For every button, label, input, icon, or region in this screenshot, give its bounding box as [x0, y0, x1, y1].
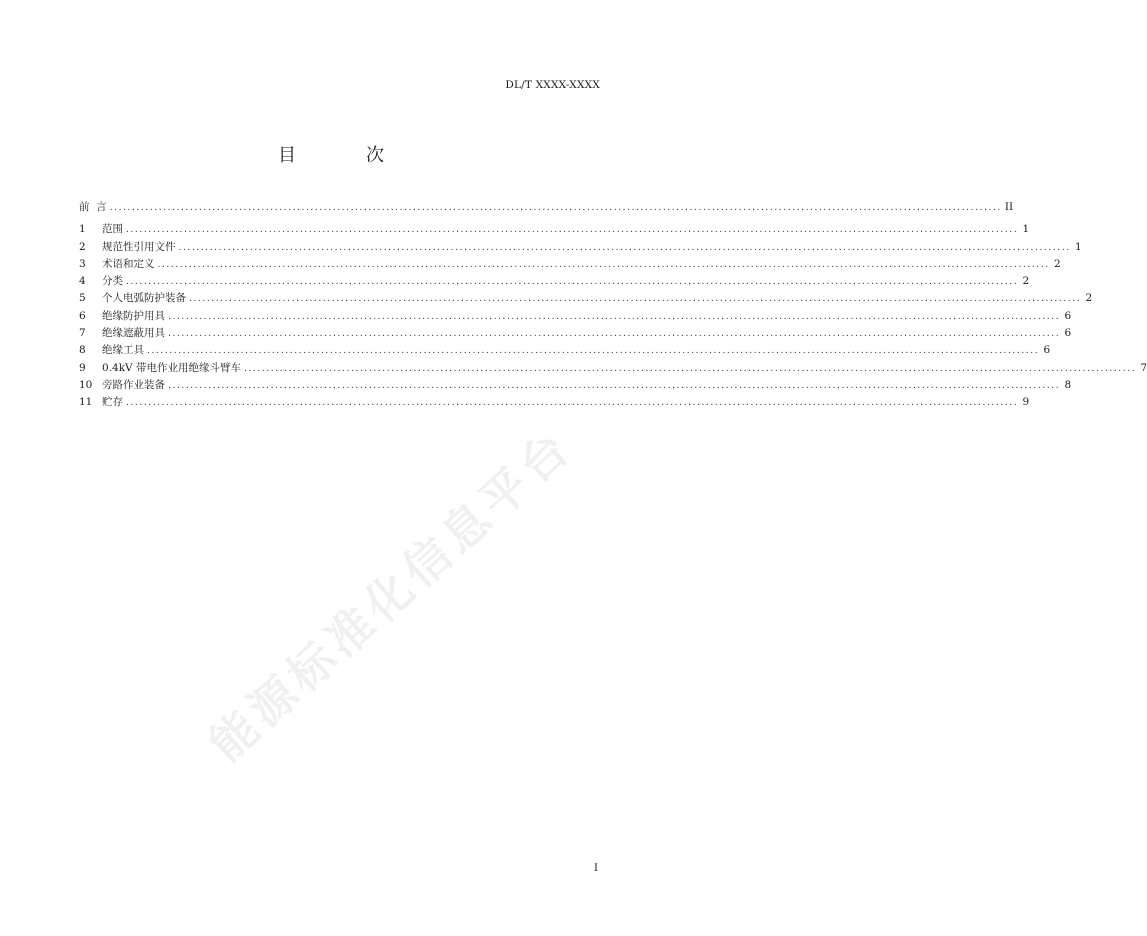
- toc-leader-dots: ........................................................................................................................................................................................................: [178, 242, 1071, 253]
- toc-leader-dots: ........................................................................................................................................................................................................: [126, 277, 1019, 288]
- toc-entry-page: 8: [1064, 378, 1072, 391]
- toc-entry-label: 0.4kV 带电作业用绝缘斗臂车: [102, 361, 241, 374]
- toc-entry-page: 2: [1022, 275, 1030, 288]
- toc-entry-page: 6: [1043, 344, 1051, 357]
- title-char-2: 次: [366, 145, 384, 166]
- toc-entry-number: 11: [79, 396, 93, 409]
- toc-entry-number: 7: [79, 327, 86, 340]
- toc-entry-label: 贮存: [102, 396, 123, 409]
- toc-leader-dots: ........................................................................................................................................................................................................: [109, 203, 1002, 213]
- toc-entry-number: 5: [79, 292, 86, 305]
- toc-entry[interactable]: [79, 394, 1030, 411]
- toc-entry[interactable]: [79, 308, 1072, 325]
- toc-entry[interactable]: [79, 360, 1147, 377]
- document-code: DL/T XXXX-XXXX: [505, 79, 600, 91]
- toc-entry-label: 规范性引用文件: [102, 240, 176, 253]
- toc-entry-label: 绝缘遮蔽用具: [102, 327, 165, 340]
- toc-entry[interactable]: [79, 239, 1082, 256]
- toc-entry-label: 绝缘防护用具: [102, 309, 165, 322]
- toc-entry[interactable]: [79, 342, 1051, 359]
- toc-entry-number: 1: [79, 223, 86, 236]
- toc-leader-dots: ........................................................................................................................................................................................................: [168, 311, 1061, 322]
- toc-entry-page: 2: [1053, 257, 1061, 270]
- toc-leader-dots: ........................................................................................................................................................................................................: [126, 225, 1019, 236]
- watermark: 能源标准化信息平台: [199, 418, 583, 772]
- toc-entry[interactable]: [79, 325, 1072, 342]
- toc-leader-dots: ........................................................................................................................................................................................................: [189, 294, 1082, 305]
- toc-entry-page: 9: [1022, 396, 1030, 409]
- toc-entry-page: 1: [1074, 240, 1082, 253]
- page-title: [0, 146, 662, 166]
- toc-entry[interactable]: [79, 256, 1061, 273]
- toc-entry[interactable]: [79, 273, 1030, 290]
- toc-entry-page: 1: [1022, 223, 1030, 236]
- toc-entry-number: 2: [79, 240, 86, 253]
- toc-entry-label: 范围: [102, 223, 123, 236]
- toc-entry-page: II: [1004, 201, 1014, 213]
- toc-entry-label: 个人电弧防护装备: [102, 292, 186, 305]
- toc-entry-number: 8: [79, 344, 86, 357]
- toc-entry-number: 4: [79, 275, 86, 288]
- toc-entry-number: 6: [79, 309, 86, 322]
- toc-entry-label: 前 言: [79, 201, 107, 213]
- toc-entry-label: 绝缘工具: [102, 344, 144, 357]
- table-of-contents: [79, 199, 1147, 412]
- toc-entry-page: 7: [1140, 361, 1147, 374]
- toc-entry-number: 3: [79, 257, 86, 270]
- page-number: I: [594, 863, 598, 874]
- toc-leader-dots: ........................................................................................................................................................................................................: [243, 363, 1137, 374]
- toc-entry-label: 旁路作业装备: [102, 378, 165, 391]
- toc-entry-preface[interactable]: [79, 199, 1014, 216]
- toc-entry[interactable]: [79, 377, 1072, 394]
- toc-entry-label: 分类: [102, 275, 123, 288]
- toc-leader-dots: ........................................................................................................................................................................................................: [147, 346, 1040, 357]
- toc-entry[interactable]: [79, 290, 1093, 307]
- toc-leader-dots: ........................................................................................................................................................................................................: [168, 380, 1061, 391]
- toc-leader-dots: ........................................................................................................................................................................................................: [168, 329, 1061, 340]
- toc-entry-number: 9: [79, 361, 86, 374]
- toc-entry[interactable]: [79, 221, 1030, 238]
- toc-entry-number: 10: [79, 378, 93, 391]
- toc-entry-page: 6: [1064, 309, 1072, 322]
- toc-entry-label: 术语和定义: [102, 257, 155, 270]
- toc-entry-page: 6: [1064, 327, 1072, 340]
- title-char-1: 目: [278, 145, 296, 166]
- toc-leader-dots: ........................................................................................................................................................................................................: [157, 259, 1050, 270]
- toc-leader-dots: ........................................................................................................................................................................................................: [126, 398, 1019, 409]
- toc-entry-page: 2: [1085, 292, 1093, 305]
